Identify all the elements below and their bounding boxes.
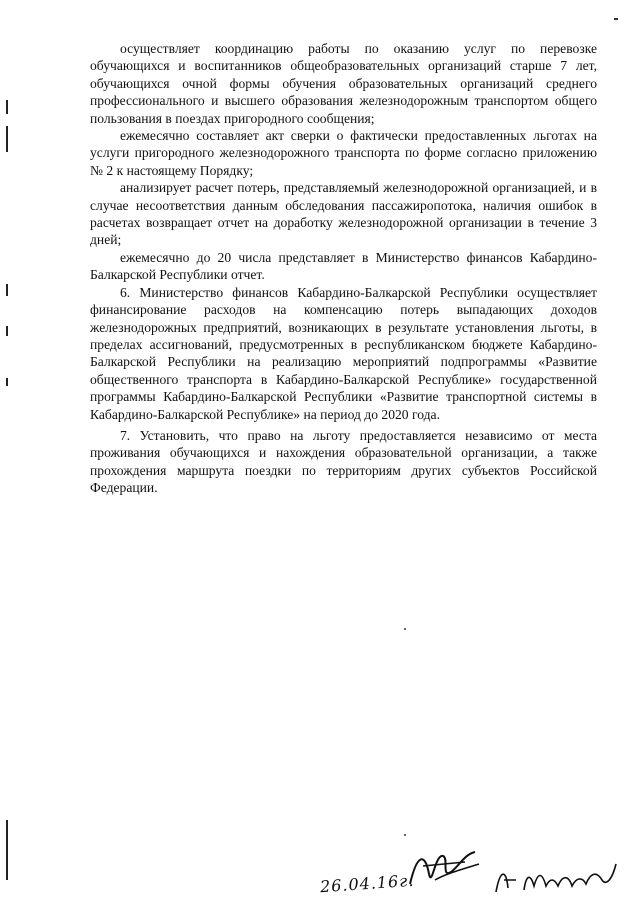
margin-mark [6,284,8,296]
paragraph: 6. Министерство финансов Кабардино-Балкарской Республики осуществляет финансирование расходов на компенсацию потерь выпадающих доходов железнодорожных предприятий, возникающих в результате установления льготы, в пределах ассигнований, предусмотренных в республиканском бюджете Кабардино-Балкарской Республики на реализацию мероприятий подпрограммы «Развитие общественного транспорта в Кабардино-Балкарской Республике» государственной программы Кабардино-Балкарской Республики «Развитие транспортной системы в Кабардино-Балкарской Республике» на период до 2020 года. [90,284,597,422]
paragraph: 7. Установить, что право на льготу предоставляется независимо от места проживания обучающихся и нахождения образовательной организации, а также прохождения маршрута поездки по территориям других субъектов Российской Федерации. [90,427,597,496]
paragraph: осуществляет координацию работы по оказанию услуг по перевозке обучающихся и воспитанников общеобразовательных организаций старше 7 лет, обучающихся очной формы обучения образовательных организаций среднего профессионального и высшего образования железнодорожным транспортом общего пользования в поездах пригородного сообщения; [90,41,597,126]
scan-dot [404,628,406,630]
scan-dot [404,834,406,836]
signature-area [300,840,620,900]
corner-mark [614,18,618,20]
signature-mark-2 [490,850,620,900]
signature-mark-1 [405,844,485,894]
document-body [90,40,597,497]
margin-mark [6,126,8,152]
signature-date: 26.04.16г. [319,870,415,897]
paragraph: ежемесячно до 20 числа представляет в Министерство финансов Кабардино-Балкарской Республики отчет. [90,249,597,283]
margin-mark [6,100,8,114]
paragraph: анализирует расчет потерь, представляемый железнодорожной организацией, и в случае несоответствия данным обследования пассажиропотока, наличия ошибок в расчетах возвращает отчет на доработку железнодорожной организации в течение 3 дней; [90,180,597,248]
margin-mark [6,820,8,880]
margin-mark [6,378,8,386]
paragraph: ежемесячно составляет акт сверки о фактически предоставленных льготах на услуги пригородного железнодорожного транспорта по форме согласно приложению № 2 к настоящему Порядку; [90,128,597,178]
margin-mark [6,326,8,336]
